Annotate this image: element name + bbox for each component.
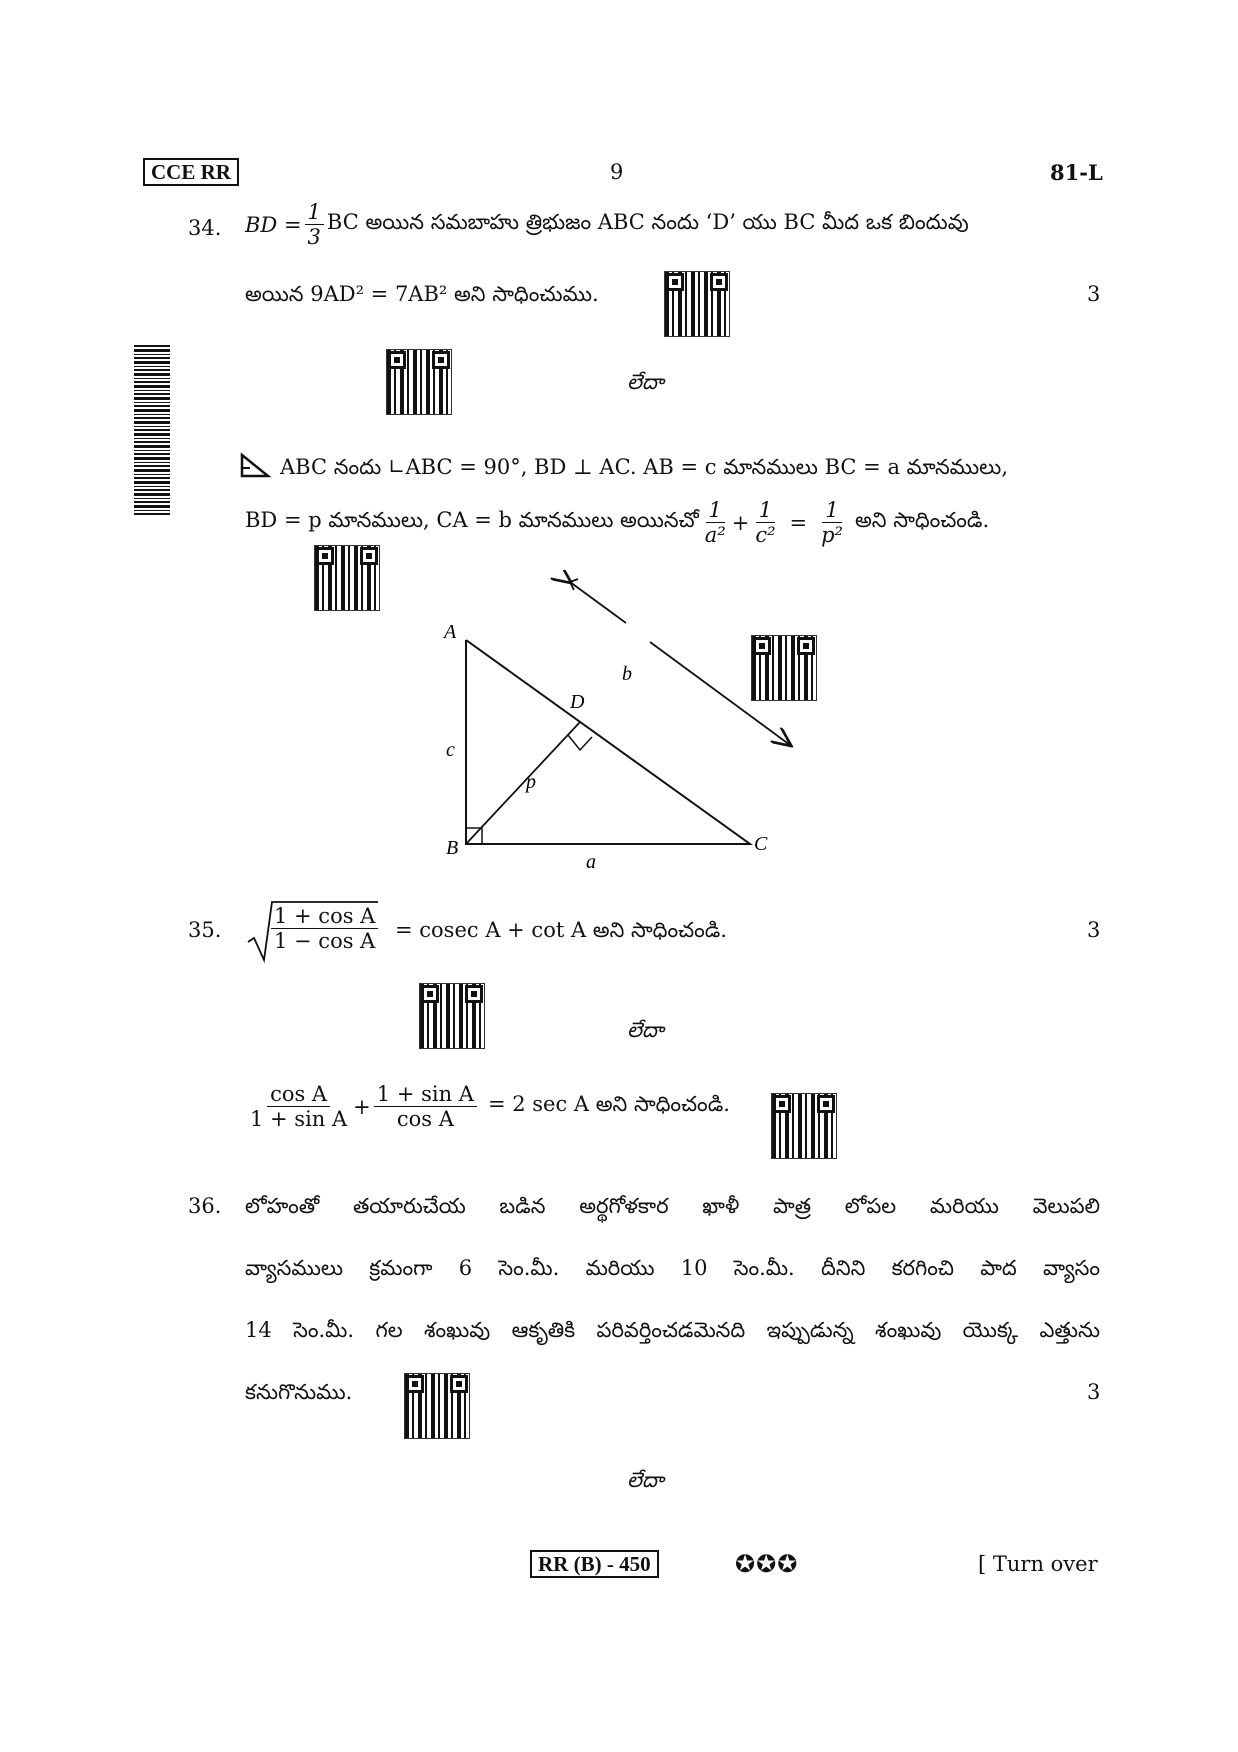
qr-code bbox=[405, 1374, 469, 1438]
label-C: C bbox=[754, 833, 768, 855]
q34-or: లేదా bbox=[627, 370, 664, 394]
q36-marks: 3 bbox=[1087, 1380, 1101, 1404]
sqrt-den: 1 − cos A bbox=[274, 929, 376, 954]
equals-sign: = bbox=[789, 510, 808, 535]
q34-alt-line2-post: అని సాధించండి. bbox=[854, 507, 990, 532]
frac-1-over-p2 bbox=[818, 498, 846, 547]
frac-num: 1 bbox=[706, 498, 725, 523]
q36-number: 36. bbox=[188, 1194, 222, 1218]
q34-frac-num: 1 bbox=[305, 200, 324, 225]
page-number: 9 bbox=[610, 160, 624, 184]
triangle-abc bbox=[466, 640, 750, 844]
frac-1-over-c2 bbox=[752, 498, 778, 547]
q34-line1 bbox=[245, 200, 969, 249]
q34-line1-pre: BD = bbox=[245, 212, 302, 237]
subject-code: 81-L bbox=[1050, 160, 1103, 185]
qr-code bbox=[752, 636, 816, 700]
q35-number: 35. bbox=[188, 918, 222, 942]
frac-num: 1 bbox=[822, 498, 841, 523]
q34-alt-line2-pre: BD = p మానములు, CA = b మానములు అయినచో bbox=[245, 507, 699, 532]
q36-line4: కనుగొనుము. bbox=[245, 1380, 353, 1404]
label-c: c bbox=[446, 739, 455, 761]
q34-alt-line2 bbox=[245, 498, 989, 547]
frac-num: 1 + sin A bbox=[374, 1082, 477, 1107]
right-angle-d bbox=[568, 735, 592, 750]
frac-den: p² bbox=[821, 523, 843, 548]
right-triangle-figure bbox=[420, 570, 820, 880]
q34-frac-den: 3 bbox=[307, 225, 321, 250]
q35-rhs: = cosec A + cot A అని సాధించండి. bbox=[395, 918, 727, 942]
booklet-code-box: RR (B) - 450 bbox=[530, 1550, 659, 1578]
altitude-bd bbox=[466, 722, 580, 844]
q34-marks: 3 bbox=[1087, 282, 1101, 306]
q34-line2: అయిన 9AD² = 7AB² అని సాధించుము. bbox=[245, 282, 599, 306]
label-a: a bbox=[586, 851, 596, 873]
arrow-b-left bbox=[570, 582, 626, 623]
qr-code bbox=[315, 546, 379, 610]
sqrt-frac bbox=[271, 904, 378, 953]
label-D: D bbox=[570, 691, 585, 713]
qr-code bbox=[420, 984, 484, 1048]
turn-over-note: [ Turn over bbox=[978, 1552, 1098, 1576]
q36-line2: వ్యాసములు క్రమంగా 6 సెం.మీ. మరియు 10 సెం.మీ. దీనిని కరగించి పాద వ్యాసం bbox=[245, 1256, 1100, 1280]
triangle-icon bbox=[240, 452, 272, 478]
frac-1-over-a2 bbox=[702, 498, 729, 547]
side-barcode bbox=[134, 345, 170, 515]
q36-line3: 14 సెం.మీ. గల శంఖువు ఆకృతికి పరివర్తించడమెనది ఇప్పుడున్న శంఖువు యొక్క ఎత్తును bbox=[245, 1318, 1100, 1342]
q35-alt bbox=[244, 1082, 730, 1131]
q35-marks: 3 bbox=[1087, 918, 1101, 942]
star-ornaments: ✪✪✪ bbox=[735, 1550, 799, 1578]
paper-code-box: CCE RR bbox=[143, 158, 239, 186]
frac-cos-over-1sin bbox=[247, 1082, 350, 1131]
label-p: p bbox=[526, 771, 536, 793]
frac-den: a² bbox=[704, 523, 726, 548]
plus-sign: + bbox=[353, 1094, 371, 1119]
frac-den: cos A bbox=[396, 1107, 454, 1132]
qr-code bbox=[387, 350, 451, 414]
q35-alt-rhs: = 2 sec A అని సాధించండి. bbox=[487, 1091, 730, 1116]
label-B: B bbox=[446, 837, 459, 859]
qr-code bbox=[665, 272, 729, 336]
frac-den: 1 + sin A bbox=[250, 1107, 348, 1132]
q36-or: లేదా bbox=[627, 1468, 664, 1492]
q35-sqrt-fraction bbox=[268, 904, 381, 953]
plus-sign: + bbox=[731, 510, 750, 535]
q34-alt-line1: ABC నందు ∟ABC = 90°, BD ⊥ AC. AB = c మానములు BC = a మానములు, bbox=[280, 455, 1008, 479]
label-b: b bbox=[622, 663, 632, 685]
q34-fraction bbox=[305, 200, 324, 249]
frac-1sin-over-cos bbox=[374, 1082, 477, 1131]
frac-num: cos A bbox=[267, 1082, 330, 1107]
q34-number: 34. bbox=[188, 216, 222, 240]
q36-line1: లోహంతో తయారుచేయ బడిన అర్థగోళకార ఖాళీ పాత్ర లోపల మరియు వెలుపలి bbox=[245, 1194, 1100, 1218]
label-A: A bbox=[444, 621, 457, 643]
qr-code bbox=[772, 1094, 836, 1158]
frac-num: 1 bbox=[756, 498, 775, 523]
frac-den: c² bbox=[755, 523, 776, 548]
q35-or: లేదా bbox=[627, 1018, 664, 1042]
sqrt-num: 1 + cos A bbox=[271, 904, 378, 929]
q34-line1-post: BC అయిన సమబాహు త్రిభుజం ABC నందు ‘D’ యు BC మీద ఒక బిందువు bbox=[326, 209, 969, 234]
